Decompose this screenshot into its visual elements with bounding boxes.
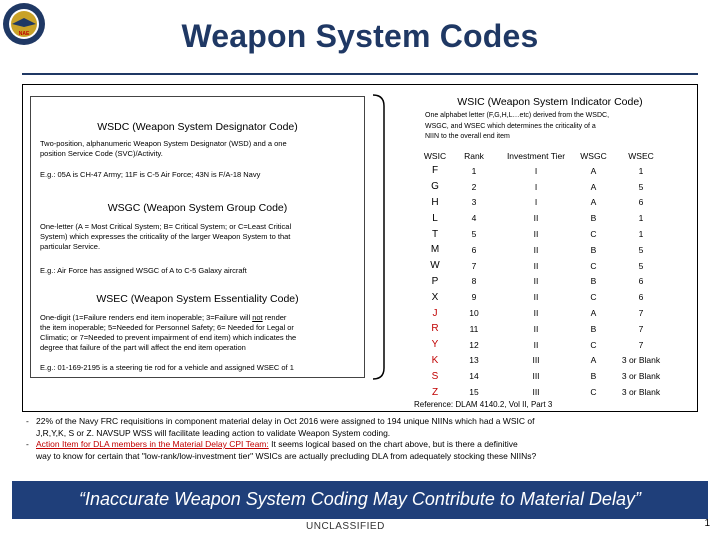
classification-label: UNCLASSIFIED (306, 521, 385, 532)
cell-wsic: T (431, 228, 439, 240)
cell-wsgc: C (590, 387, 597, 398)
page-title: Weapon System Codes (181, 18, 539, 54)
cell-wsic: M (430, 244, 440, 256)
cell-wsic: F (431, 165, 439, 177)
wsic-heading: WSIC (Weapon System Indicator Code) (457, 96, 643, 108)
wsic-table-header (418, 149, 671, 163)
cell-wsic: K (431, 354, 439, 366)
wsdc-example: E.g.: 05A is CH-47 Army; 11F is C-5 Air Force; 43N is F/A-18 Navy (40, 170, 261, 179)
cell-rank: 2 (471, 181, 477, 192)
cell-wsec: 3 or Blank (621, 355, 661, 366)
wsec-description: One-digit (1=Failure renders end item inoperable; 3=Failure will not render the item inoperable; 5=Needed for Personnel Safety; 6= Needed for Legal or Climatic; or 7=Needed to prevent impairment of end item) which indicates the degree that failure of the part will affect the end item operation (40, 313, 297, 352)
wsec-heading: WSEC (Weapon System Essentiality Code) (96, 293, 299, 305)
page-number: 1 (704, 518, 710, 529)
cell-tier: II (533, 229, 539, 240)
banner-text: “Inaccurate Weapon System Coding May Contribute to Material Delay” (79, 489, 641, 509)
table-row (418, 210, 671, 226)
action-item-link[interactable]: Action Item for DLA members in the Material Delay CPI Team: (36, 439, 269, 449)
cell-tier: II (533, 308, 539, 319)
cell-tier: III (532, 355, 540, 366)
cell-rank: 5 (471, 229, 477, 240)
cell-rank: 14 (469, 371, 479, 382)
cell-wsgc: B (590, 371, 597, 382)
cell-wsgc: C (590, 229, 597, 240)
cell-wsgc: A (590, 197, 597, 208)
right-bracket (372, 94, 388, 380)
cell-wsic: X (431, 291, 439, 303)
cell-rank: 8 (471, 276, 477, 287)
column-header: WSIC (423, 151, 447, 161)
cell-tier: II (533, 339, 539, 350)
cell-wsec: 5 (638, 244, 644, 255)
cell-rank: 11 (469, 323, 479, 334)
table-row (418, 353, 671, 369)
column-header: WSGC (580, 151, 607, 161)
table-row (418, 226, 671, 242)
cell-wsec: 3 or Blank (621, 387, 661, 398)
cell-wsec: 1 (638, 165, 644, 176)
cell-wsgc: C (590, 339, 597, 350)
quote-banner (12, 481, 708, 519)
table-row (418, 384, 671, 400)
column-header: Rank (464, 151, 484, 161)
wsgc-description: One-letter (A = Most Critical System; B= Critical System; or C=Least Critical System) which expresses the criticality of the larger Weapon System to that particular Service. (40, 222, 292, 251)
cell-wsic: S (431, 370, 439, 382)
cell-wsgc: B (590, 244, 597, 255)
cell-wsec: 3 or Blank (621, 371, 661, 382)
table-row (418, 163, 671, 179)
cell-rank: 9 (471, 292, 477, 303)
cell-rank: 4 (471, 213, 477, 224)
cell-rank: 6 (471, 244, 477, 255)
cell-wsic: W (430, 260, 440, 272)
cell-wsec: 1 (638, 213, 644, 224)
wsic-table (418, 149, 671, 400)
wsec-example: E.g.: 01-169-2195 is a steering tie rod for a vehicle and assigned WSEC of 1 (40, 363, 294, 372)
cell-wsec: 5 (638, 181, 644, 192)
cell-wsgc: B (590, 323, 597, 334)
cell-tier: II (533, 260, 539, 271)
cell-rank: 10 (469, 308, 479, 319)
title-divider (22, 73, 698, 75)
cell-wsgc: A (590, 181, 597, 192)
cell-wsic: P (431, 275, 439, 287)
cell-wsec: 7 (638, 308, 644, 319)
table-row (418, 242, 671, 258)
cell-wsec: 1 (638, 229, 644, 240)
cell-rank: 15 (469, 387, 479, 398)
wsgc-heading: WSGC (Weapon System Group Code) (107, 202, 288, 214)
table-row (418, 337, 671, 353)
cell-wsgc: A (590, 308, 597, 319)
table-row (418, 321, 671, 337)
table-row (418, 305, 671, 321)
notes-list (26, 416, 706, 462)
wsdc-description: Two-position, alphanumeric Weapon System Designator (WSD) and a one position Service Code (SVC)/Activity. (40, 139, 287, 158)
cell-wsgc: C (590, 292, 597, 303)
cell-tier: III (532, 387, 540, 398)
cell-wsec: 5 (638, 260, 644, 271)
cell-tier: II (533, 292, 539, 303)
column-header: WSEC (628, 151, 654, 161)
reference-note: Reference: DLAM 4140.2, Vol II, Part 3 (414, 400, 553, 409)
cell-wsgc: C (590, 260, 597, 271)
seal-center-text: NAE (18, 31, 30, 37)
cell-wsic: J (432, 307, 438, 319)
cell-rank: 1 (471, 165, 477, 176)
cell-wsgc: B (590, 276, 597, 287)
cell-tier: II (533, 244, 539, 255)
cell-wsgc: A (590, 355, 597, 366)
cell-rank: 3 (471, 197, 477, 208)
cell-rank: 7 (471, 260, 477, 271)
cell-wsec: 7 (638, 323, 644, 334)
cell-wsec: 7 (638, 339, 644, 350)
cell-wsgc: B (590, 213, 597, 224)
note-item: - Action Item for DLA members in the Material Delay CPI Team: It seems logical based on the chart above, but is there a definitive way to know for certain that "low-rank/low-investment tier" WSICs are actually precluding DLA from adequately stocking these NIINs? (26, 439, 537, 461)
cell-tier: II (533, 213, 539, 224)
cell-tier: I (534, 165, 538, 176)
table-row (418, 195, 671, 211)
column-header: Investment Tier (506, 151, 566, 161)
cell-wsec: 6 (638, 292, 644, 303)
cell-tier: I (534, 181, 538, 192)
cell-wsec: 6 (638, 197, 644, 208)
table-row (418, 368, 671, 384)
cell-wsic: G (431, 181, 439, 193)
wsdc-heading: WSDC (Weapon System Designator Code) (97, 121, 298, 133)
cell-wsic: Z (431, 386, 439, 398)
cell-tier: I (534, 197, 538, 208)
table-row (418, 289, 671, 305)
cell-wsic: L (432, 212, 438, 224)
table-row (418, 274, 671, 290)
cell-wsic: H (431, 196, 439, 208)
cell-tier: II (533, 276, 539, 287)
cell-wsec: 6 (638, 276, 644, 287)
cell-tier: III (532, 371, 540, 382)
cell-wsgc: A (590, 165, 597, 176)
wsic-description: One alphabet letter (F,G,H,L…etc) derived from the WSDC, WSGC, and WSEC which determines the criticality of a NIIN to the overall end item (425, 112, 610, 140)
cell-rank: 13 (469, 355, 479, 366)
cell-rank: 12 (469, 339, 479, 350)
cell-tier: II (533, 323, 539, 334)
wsgc-example: E.g.: Air Force has assigned WSGC of A to C-5 Galaxy aircraft (40, 266, 247, 275)
cell-wsic: Y (431, 339, 439, 351)
table-row (418, 258, 671, 274)
note-item: - 22% of the Navy FRC requisitions in component material delay in Oct 2016 were assigned to 194 unique NIINs which had a WSIC of J,R,Y,K, S or Z. NAVSUP WSS will facilitate leading action to validate Weapon System coding. (26, 416, 535, 438)
cell-wsic: R (431, 323, 439, 335)
table-row (418, 179, 671, 195)
